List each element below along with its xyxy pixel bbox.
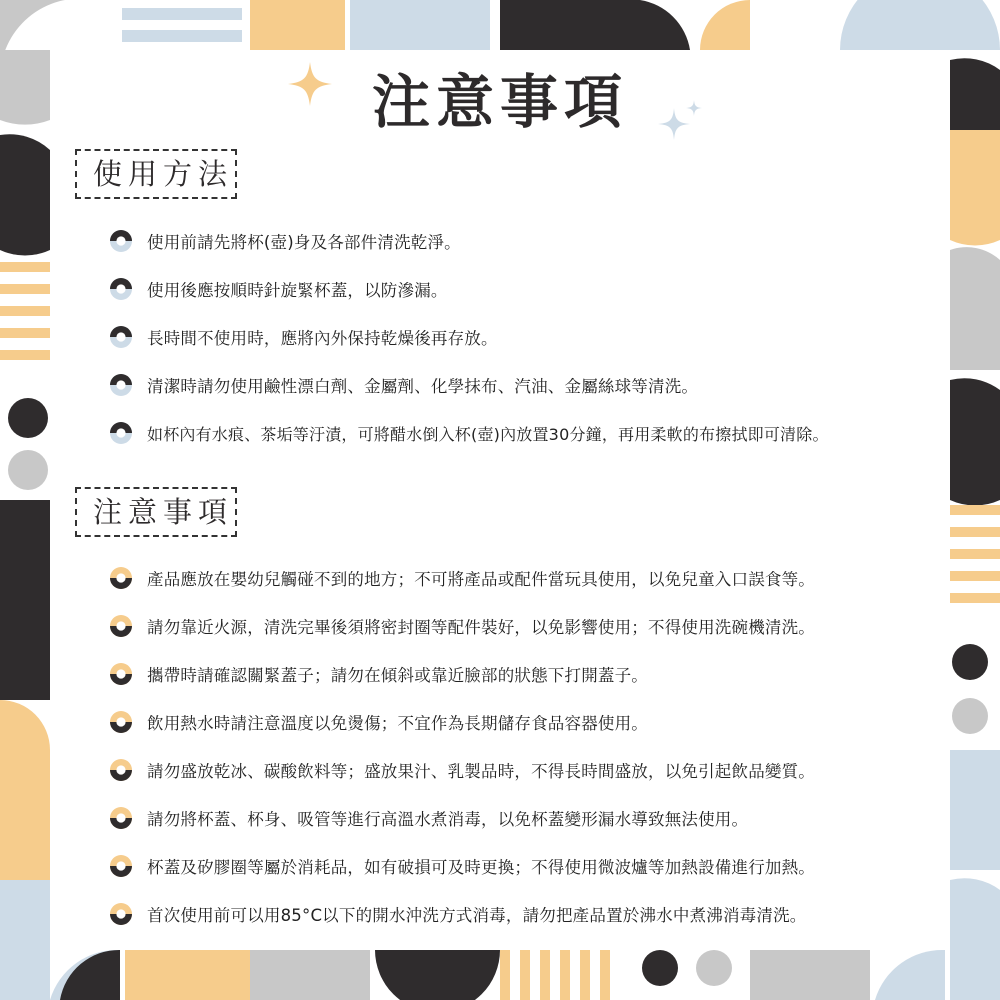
half-circle-bullet-icon [108, 565, 134, 591]
list-item [108, 275, 448, 303]
list-item-text: 攜帶時請確認關緊蓋子；請勿在傾斜或靠近臉部的狀態下打開蓋子。 [147, 666, 648, 685]
list-item [108, 612, 815, 640]
half-circle-bullet-icon [108, 901, 134, 927]
list-item-text: 如杯內有水痕、茶垢等汙漬，可將醋水倒入杯(壺)內放置30分鐘，再用柔軟的布擦拭即可清除。 [147, 424, 829, 444]
list-item [108, 323, 498, 351]
section-heading-usage: 使用方法 [75, 149, 237, 199]
list-item-text: 請勿靠近火源，清洗完畢後須將密封圈等配件裝好，以免影響使用；不得使用洗碗機清洗。 [147, 618, 815, 637]
half-circle-bullet-icon [108, 420, 134, 446]
list-item-text: 使用後應按順時針旋緊杯蓋，以防滲漏。 [147, 281, 448, 300]
half-circle-bullet-icon [108, 757, 134, 783]
list-item [108, 371, 698, 399]
list-item-text: 長時間不使用時，應將內外保持乾燥後再存放。 [147, 329, 498, 348]
list-item-text: 首次使用前可以用85°C以下的開水沖洗方式消毒，請勿把產品置於沸水中煮沸消毒清洗。 [147, 906, 807, 925]
list-item [108, 564, 815, 592]
list-item-text: 杯蓋及矽膠圈等屬於消耗品，如有破損可及時更換；不得使用微波爐等加熱設備進行加熱。 [147, 858, 815, 877]
half-circle-bullet-icon [108, 853, 134, 879]
half-circle-bullet-icon [108, 228, 134, 254]
list-item-text: 產品應放在嬰幼兒觸碰不到的地方；不可將產品或配件當玩具使用，以免兒童入口誤食等。 [147, 570, 815, 589]
page-title: 注意事項 [371, 68, 628, 136]
list-item [108, 852, 815, 880]
list-item [108, 756, 815, 784]
list-item [108, 227, 461, 255]
list-item [108, 708, 648, 736]
section-heading-precautions: 注意事項 [75, 487, 237, 537]
half-circle-bullet-icon [108, 276, 134, 302]
list-item-text: 使用前請先將杯(壺)身及各部件清洗乾淨。 [147, 233, 461, 252]
list-item-text: 清潔時請勿使用鹼性漂白劑、金屬劑、化學抹布、汽油、金屬絲球等清洗。 [147, 377, 699, 396]
half-circle-bullet-icon [108, 613, 134, 639]
half-circle-bullet-icon [108, 709, 134, 735]
half-circle-bullet-icon [108, 661, 134, 687]
list-item [108, 900, 806, 928]
list-item-text: 請勿盛放乾冰、碳酸飲料等；盛放果汁、乳製品時，不得長時間盛放，以免引起飲品變質。 [147, 762, 815, 781]
half-circle-bullet-icon [108, 372, 134, 398]
list-item [108, 804, 748, 832]
list-item-text: 請勿將杯蓋、杯身、吸管等進行高溫水煮消毒，以免杯蓋變形漏水導致無法使用。 [147, 810, 749, 829]
half-circle-bullet-icon [108, 324, 134, 350]
list-item [108, 419, 829, 447]
list-item [108, 660, 648, 688]
half-circle-bullet-icon [108, 805, 134, 831]
list-item-text: 飲用熱水時請注意溫度以免燙傷；不宜作為長期儲存食品容器使用。 [147, 714, 648, 733]
